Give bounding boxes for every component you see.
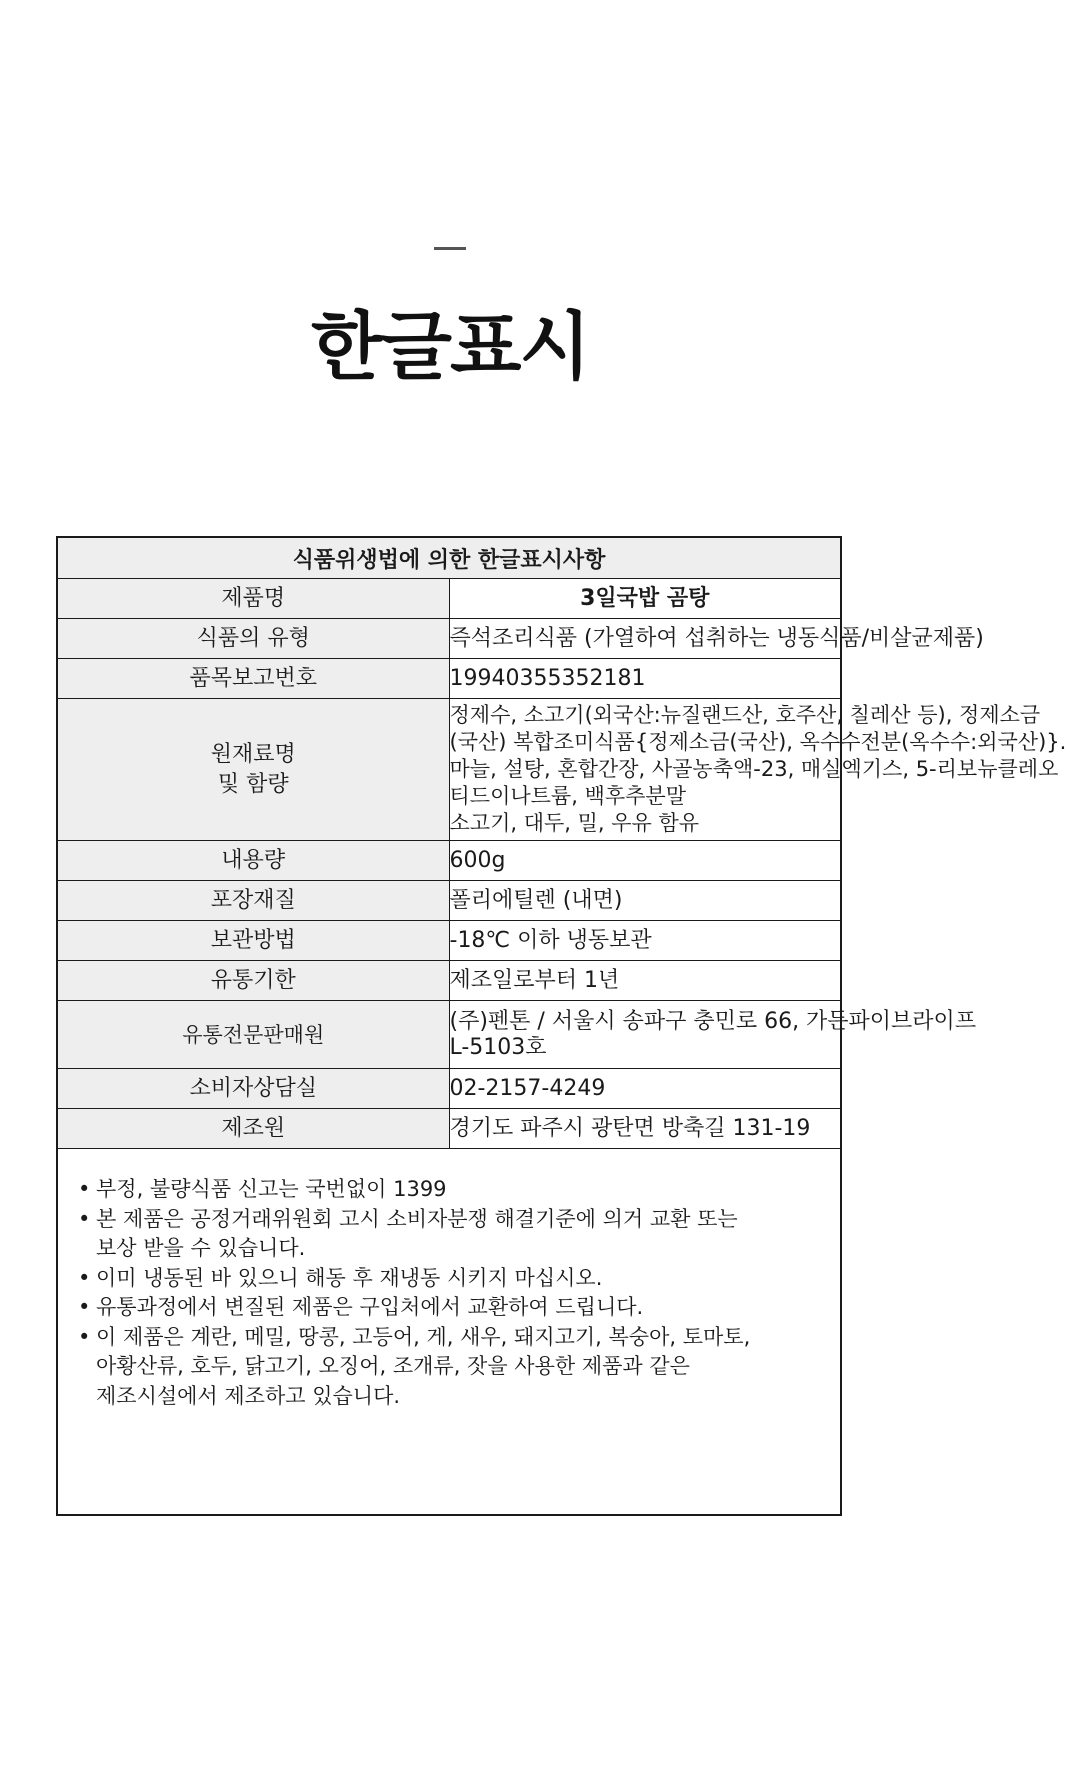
table-row bbox=[58, 841, 840, 881]
table-row bbox=[58, 699, 840, 841]
row-key-manufacturer: 제조원 bbox=[58, 1109, 449, 1149]
row-key-consumer-center: 소비자상담실 bbox=[58, 1069, 449, 1109]
table-header: 식품위생법에 의한 한글표시사항 bbox=[58, 538, 840, 579]
row-key-net-contents: 내용량 bbox=[58, 841, 449, 881]
table-header-row bbox=[58, 538, 840, 579]
row-key-packaging: 포장재질 bbox=[58, 881, 449, 921]
table-row bbox=[58, 921, 840, 961]
row-value-product-name: 3일국밥 곰탕 bbox=[449, 579, 840, 619]
table-row bbox=[58, 579, 840, 619]
row-value-expiry: 제조일로부터 1년 bbox=[449, 961, 840, 1001]
table-row bbox=[58, 881, 840, 921]
table-row bbox=[58, 1001, 840, 1069]
row-key-report-number: 품목보고번호 bbox=[58, 659, 449, 699]
row-value-net-contents: 600g bbox=[449, 841, 840, 881]
korean-label-box bbox=[56, 536, 1066, 1516]
row-value-packaging: 폴리에틸렌 (내면) bbox=[449, 881, 840, 921]
list-item: • 부정, 불량식품 신고는 국번없이 1399 bbox=[78, 1175, 820, 1205]
row-key-distributor: 유통전문판매원 bbox=[58, 1001, 449, 1069]
row-value-report-number: 19940355352181 bbox=[449, 659, 840, 699]
row-value-ingredients: 정제수, 소고기(외국산:뉴질랜드산, 호주산, 칠레산 등), 정제소금 (국산) 복합조미식품{정제소금(국산), 옥수수전분(옥수수:외국산)}. 마늘, 설탕, 혼합간장, 사골농축액-23, 매실엑기스, 5-리보뉴클레오 티드이나트륨, 백후추분말 소고기, 대두, 밀, 우유 함유 bbox=[449, 699, 840, 841]
table-row bbox=[58, 659, 840, 699]
row-value-manufacturer: 경기도 파주시 광탄면 방축길 131-19 bbox=[449, 1109, 840, 1149]
list-item: • 본 제품은 공정거래위원회 고시 소비자분쟁 해결기준에 의거 교환 또는 보상 받을 수 있습니다. bbox=[78, 1206, 738, 1260]
list-item: • 이미 냉동된 바 있으니 해동 후 재냉동 시키지 마십시오. bbox=[78, 1264, 820, 1294]
row-value-storage: -18℃ 이하 냉동보관 bbox=[449, 921, 840, 961]
row-value-food-type: 즉석조리식품 (가열하여 섭취하는 냉동식품/비살균제품) bbox=[449, 619, 840, 659]
bullet-icon: • bbox=[78, 1324, 91, 1349]
row-key-product-name: 제품명 bbox=[58, 579, 449, 619]
table-row bbox=[58, 619, 840, 659]
table-row bbox=[58, 961, 840, 1001]
bullet-icon: • bbox=[78, 1206, 91, 1231]
table-row bbox=[58, 1069, 840, 1109]
bullet-icon: • bbox=[78, 1265, 91, 1290]
label-table bbox=[58, 538, 1066, 1149]
row-key-ingredients: 원재료명 및 함량 bbox=[58, 699, 449, 841]
bullet-icon: • bbox=[78, 1177, 91, 1201]
decorative-dash bbox=[434, 247, 466, 250]
list-item: • 유통과정에서 변질된 제품은 구입처에서 교환하여 드립니다. bbox=[78, 1293, 820, 1323]
row-key-expiry: 유통기한 bbox=[58, 961, 449, 1001]
row-value-distributor: (주)펜톤 / 서울시 송파구 충민로 66, 가든파이브라이프 L-5103호 bbox=[449, 1001, 840, 1069]
notes-list bbox=[58, 1149, 840, 1411]
row-key-storage: 보관방법 bbox=[58, 921, 449, 961]
list-item: • 이 제품은 계란, 메밀, 땅콩, 고등어, 게, 새우, 돼지고기, 복숭아, 토마토, 아황산류, 호두, 닭고기, 오징어, 조개류, 잣을 사용한 제품과 같은 제조시설에서 제조하고 있습니다. bbox=[78, 1324, 751, 1408]
bullet-icon: • bbox=[78, 1295, 91, 1319]
row-value-consumer-center: 02-2157-4249 bbox=[449, 1069, 840, 1109]
page-title: 한글표시 bbox=[311, 304, 589, 390]
row-key-food-type: 식품의 유형 bbox=[58, 619, 449, 659]
table-row bbox=[58, 1109, 840, 1149]
